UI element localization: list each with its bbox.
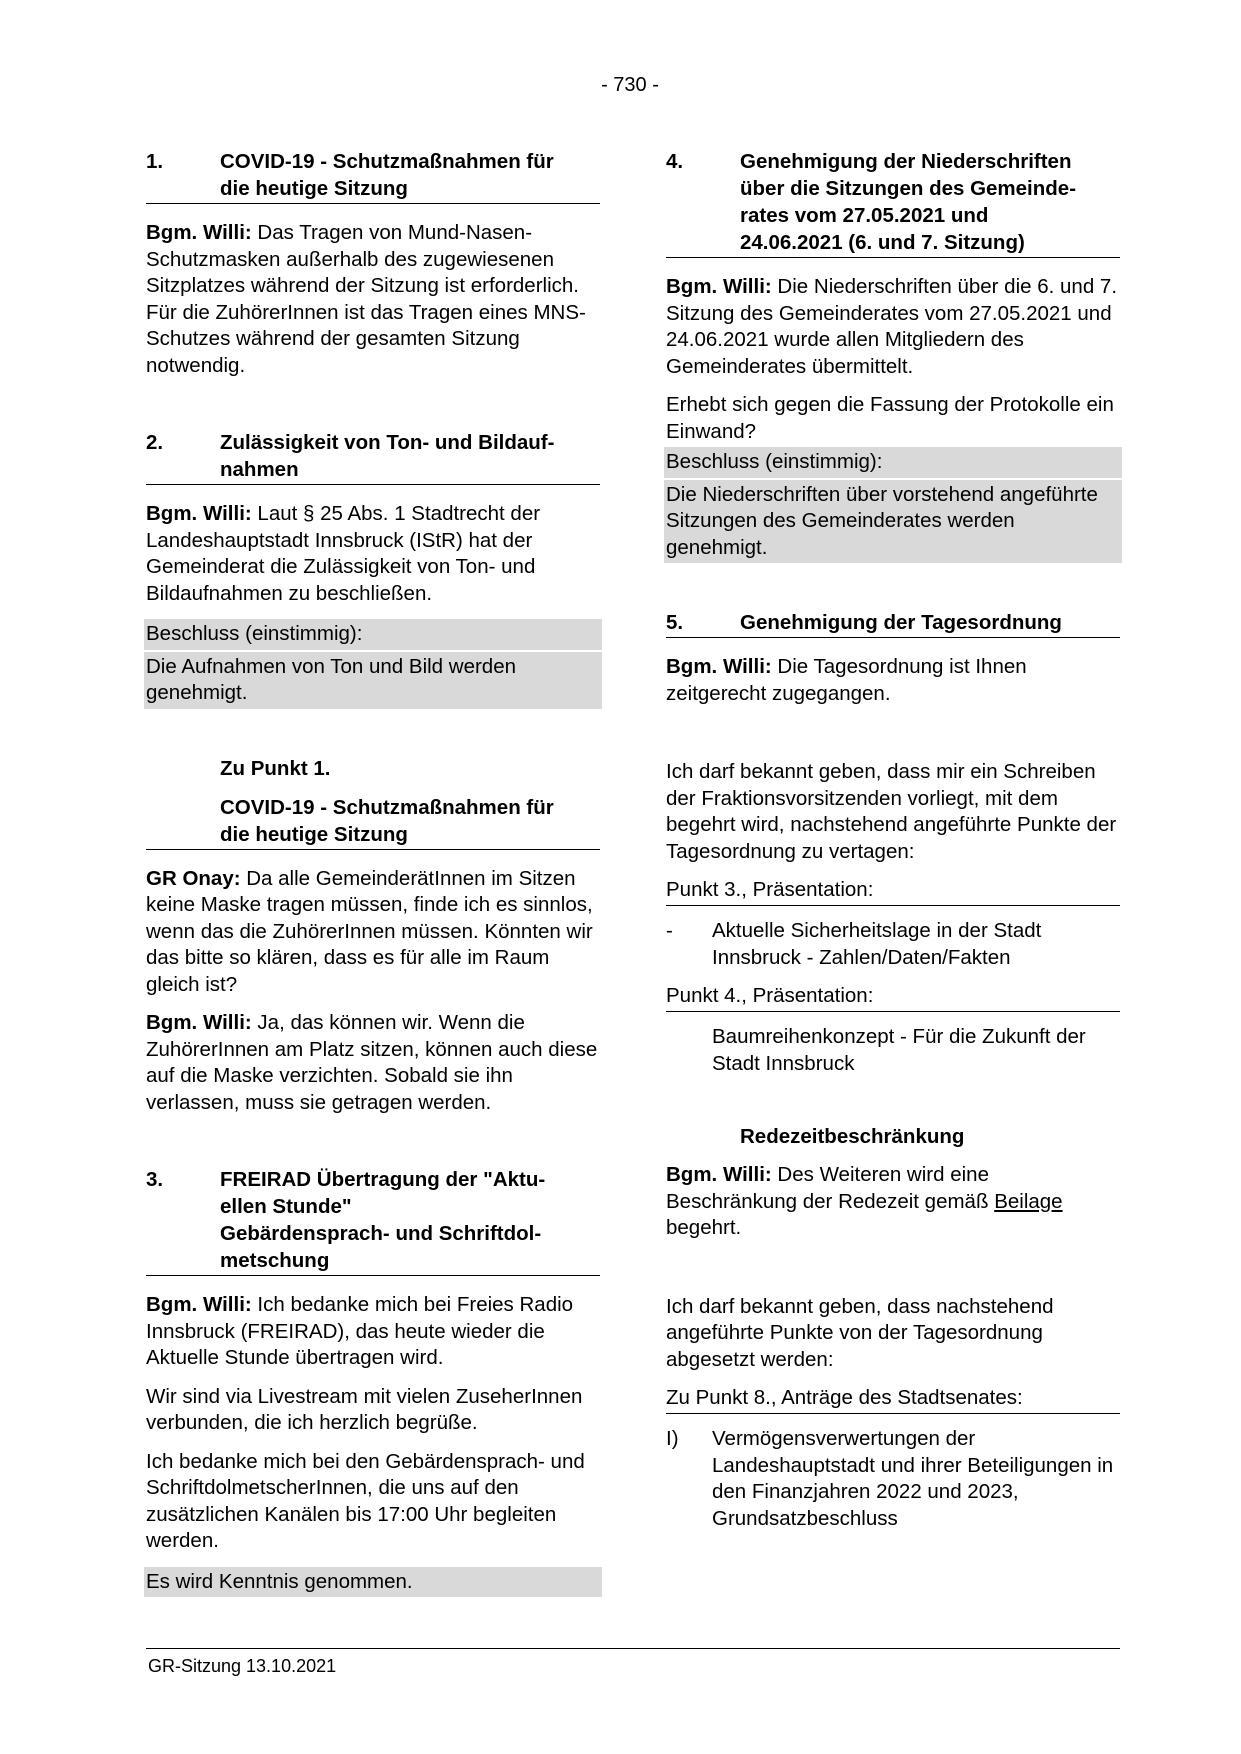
section-number: 5. bbox=[666, 611, 684, 634]
paragraph-text: Das Tragen von Mund-Nasen-Schutzmasken außerhalb des zugewiesenen Sitzplatzes während der Sitzung ist erforderlich. Für die ZuhörerInnen ist das Tragen eines MNS-Schutzes während der gesamten Sitzung notwendig. bbox=[146, 221, 586, 377]
punkt-8-label: Zu Punkt 8., Anträge des Stadtsenates: bbox=[666, 1385, 1120, 1414]
speaker: Bgm. Willi: bbox=[146, 221, 252, 244]
punkt-3-label: Punkt 3., Präsentation: bbox=[666, 877, 1120, 906]
speaker: Bgm. Willi: bbox=[146, 1011, 252, 1034]
speaker: Bgm. Willi: bbox=[666, 275, 772, 298]
heading-line: über die Sitzungen des Gemeinde- bbox=[740, 177, 1077, 200]
section-number: 2. bbox=[146, 431, 164, 454]
paragraph-text: begehrt. bbox=[666, 1216, 742, 1239]
paragraph-text: Die Niederschriften über die 6. und 7. Sitzung des Gemeinderates vom 27.05.2021 und 24.06.2021 wurde allen Mitgliedern des Gemeinderates übermittelt. bbox=[666, 275, 1118, 378]
paragraph-text: Ich bedanke mich bei Freies Radio Innsbruck (FREIRAD), das heute wieder die Aktuelle Stunde übertragen wird. bbox=[146, 1293, 574, 1369]
paragraph bbox=[146, 1010, 600, 1116]
heading-line: die heutige Sitzung bbox=[220, 822, 408, 846]
speaker: GR Onay: bbox=[146, 866, 241, 890]
beilage-link[interactable]: Beilage bbox=[994, 1189, 1063, 1213]
heading-line: die heutige Sitzung bbox=[220, 177, 408, 200]
heading-line: Gebärdensprach- und Schriftdol- bbox=[220, 1222, 542, 1245]
list-marker: I) bbox=[666, 1427, 679, 1450]
punkt-4-label: Punkt 4., Präsentation: bbox=[666, 983, 1120, 1012]
section-3-heading bbox=[146, 1166, 600, 1276]
zu-punkt-1-heading bbox=[146, 794, 600, 850]
heading-line: Zulässigkeit von Ton- und Bildauf- bbox=[220, 431, 555, 454]
paragraph: Ich bedanke mich bei den Gebärdensprach- und SchriftdolmetscherInnen, die uns auf den zusätzlichen Kanälen bis 17:00 Uhr begleiten werden. bbox=[146, 1449, 585, 1552]
speaker: Bgm. Willi: bbox=[666, 1163, 772, 1186]
paragraph bbox=[146, 501, 600, 607]
paragraph: Wir sind via Livestream mit vielen ZuseherInnen verbunden, die ich herzlich begrüße. bbox=[146, 1384, 583, 1434]
paragraph-text: Ja, das können wir. Wenn die ZuhörerInnen am Platz sitzen, können auch diese auf die Maske verzichten. Sobald sie ihn verlassen, muss sie getragen werden. bbox=[146, 1011, 598, 1114]
note: Es wird Kenntnis genommen. bbox=[144, 1567, 602, 1598]
paragraph: Erhebt sich gegen die Fassung der Protokolle ein Einwand? bbox=[666, 393, 1114, 443]
section-number: 4. bbox=[666, 150, 684, 173]
heading-line: rates vom 27.05.2021 und bbox=[740, 204, 989, 227]
paragraph bbox=[666, 274, 1120, 380]
redezeit-heading: Redezeitbeschränkung bbox=[740, 1125, 965, 1148]
list-item-text: Vermögensverwertungen der Landeshauptstadt und ihrer Beteiligungen in den Finanzjahren 2022 und 2023, Grundsatzbeschluss bbox=[712, 1427, 1114, 1530]
heading-line: nahmen bbox=[220, 458, 299, 481]
list-item-text: Aktuelle Sicherheitslage in der Stadt Innsbruck - Zahlen/Daten/Fakten bbox=[712, 919, 1042, 969]
section-2-heading bbox=[146, 429, 600, 485]
list-marker: - bbox=[666, 919, 673, 942]
right-column bbox=[666, 148, 1120, 1544]
section-4-heading bbox=[666, 148, 1120, 258]
heading-line: metschung bbox=[220, 1249, 330, 1272]
paragraph bbox=[666, 654, 1120, 707]
section-5-heading bbox=[666, 609, 1120, 638]
paragraph-text: Des Weiteren wird eine Beschränkung der Redezeit gemäß bbox=[666, 1163, 995, 1213]
section-1-heading bbox=[146, 148, 600, 204]
footer: GR-Sitzung 13.10.2021 bbox=[148, 1656, 337, 1676]
list-item bbox=[666, 1426, 1120, 1532]
heading-line: COVID-19 - Schutzmaßnahmen für bbox=[220, 150, 554, 173]
paragraph bbox=[666, 1162, 1120, 1242]
heading-line: 24.06.2021 (6. und 7. Sitzung) bbox=[740, 231, 1025, 254]
paragraph bbox=[146, 1292, 600, 1372]
resolution-text: Die Aufnahmen von Ton und Bild werden genehmigt. bbox=[144, 652, 602, 709]
heading-line: COVID-19 - Schutzmaßnahmen für bbox=[220, 795, 554, 819]
zu-punkt-label: Zu Punkt 1. bbox=[220, 756, 331, 780]
heading-line: Genehmigung der Tagesordnung bbox=[740, 611, 1062, 634]
list-item bbox=[666, 918, 1120, 971]
resolution-label: Beschluss (einstimmig): bbox=[664, 447, 1122, 478]
list-item bbox=[666, 1024, 1120, 1077]
left-column bbox=[146, 148, 600, 1609]
paragraph bbox=[146, 866, 600, 999]
paragraph-text: Die Tagesordnung ist Ihnen zeitgerecht zugegangen. bbox=[666, 655, 1027, 705]
paragraph: Ich darf bekannt geben, dass nachstehend angeführte Punkte von der Tagesordnung abgesetzt werden: bbox=[666, 1294, 1054, 1371]
paragraph-text: Da alle GemeinderätInnen im Sitzen keine Maske tragen müssen, finde ich es sinnlos, wenn das die ZuhörerInnen müssen. Könnten wir das bitte so klären, dass es für alle im Raum gleich ist? bbox=[146, 866, 593, 996]
speaker: Bgm. Willi: bbox=[146, 1293, 252, 1316]
page-number: - 730 - bbox=[601, 74, 659, 96]
speaker: Bgm. Willi: bbox=[666, 655, 772, 678]
heading-line: Genehmigung der Niederschriften bbox=[740, 150, 1072, 173]
paragraph: Ich darf bekannt geben, dass mir ein Schreiben der Fraktionsvorsitzenden vorliegt, mit dem begehrt wird, nachstehend angeführte Punkte der Tagesordnung zu vertagen: bbox=[666, 760, 1117, 863]
heading-line: FREIRAD Übertragung der "Aktu- bbox=[220, 1168, 546, 1191]
heading-line: ellen Stunde" bbox=[220, 1195, 352, 1218]
section-number: 3. bbox=[146, 1168, 164, 1191]
paragraph bbox=[146, 220, 600, 379]
footer-divider bbox=[146, 1648, 1120, 1649]
section-number: 1. bbox=[146, 150, 164, 173]
resolution-label: Beschluss (einstimmig): bbox=[144, 619, 602, 650]
paragraph-text: Laut § 25 Abs. 1 Stadtrecht der Landeshauptstadt Innsbruck (IStR) hat der Gemeinderat die Zulässigkeit von Ton- und Bildaufnahmen zu beschließen. bbox=[146, 502, 541, 605]
resolution-text: Die Niederschriften über vorstehend angeführte Sitzungen des Gemeinderates werden genehmigt. bbox=[664, 480, 1122, 564]
speaker: Bgm. Willi: bbox=[146, 502, 252, 525]
list-item-text: Baumreihenkonzept - Für die Zukunft der Stadt Innsbruck bbox=[712, 1025, 1086, 1075]
